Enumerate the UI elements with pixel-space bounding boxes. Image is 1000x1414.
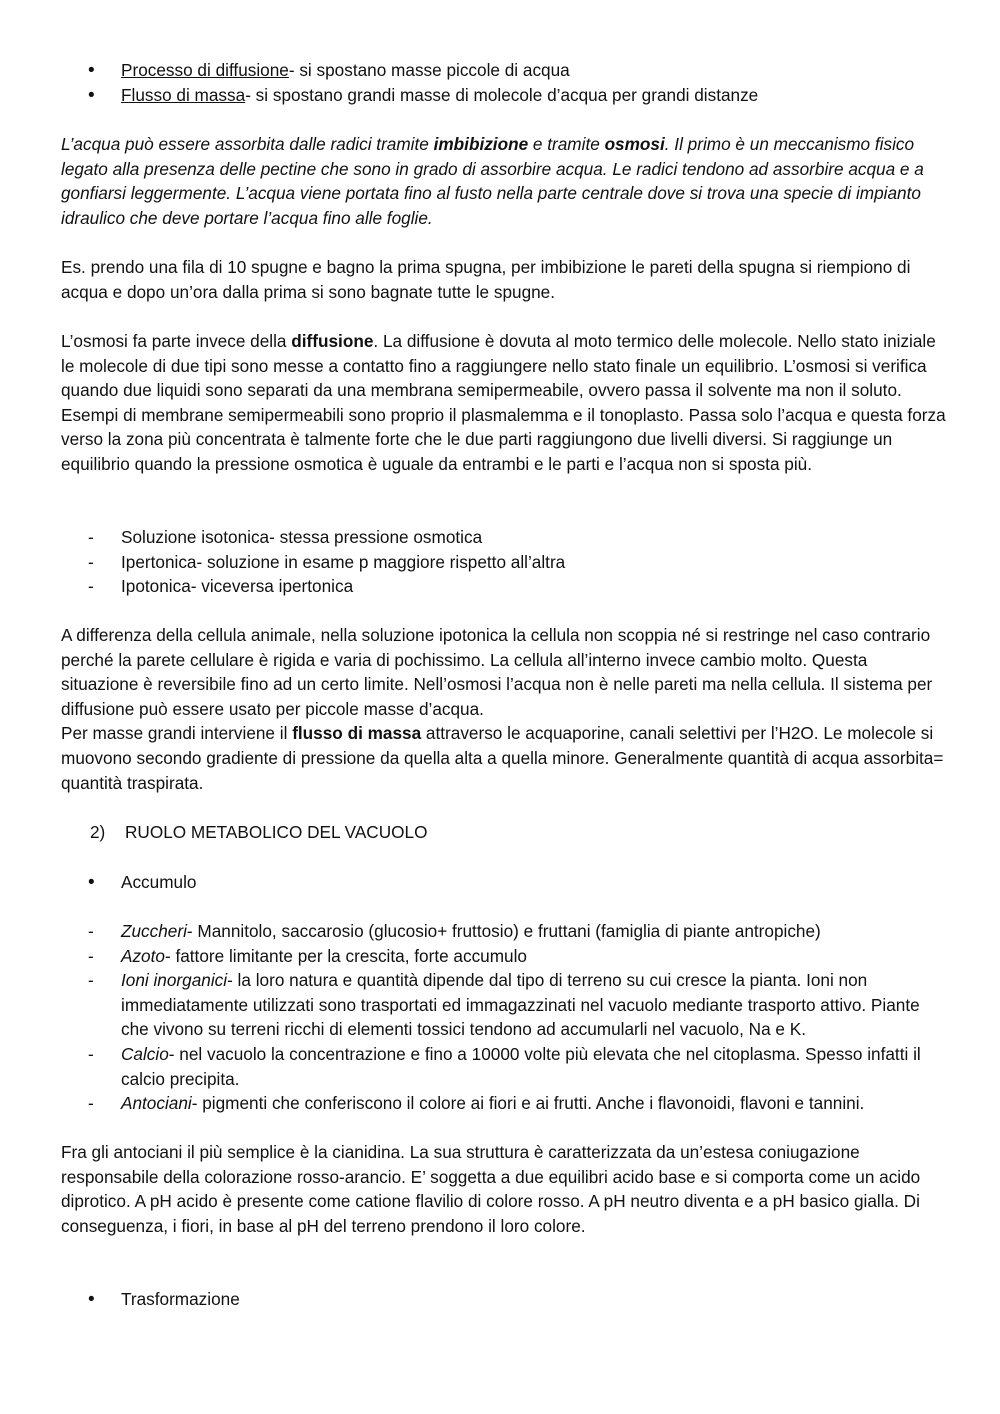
list-item: - Ipotonica- viceversa ipertonica bbox=[61, 574, 946, 599]
solution-types-list bbox=[61, 525, 946, 599]
list-item: - Antociani- pigmenti che conferiscono il colore ai fiori e ai frutti. Anche i flavonoidi, flavoni e tannini. bbox=[61, 1091, 946, 1116]
list-item: - Soluzione isotonica- stessa pressione osmotica bbox=[61, 525, 946, 550]
list-item: - Calcio- nel vacuolo la concentrazione e fino a 10000 volte più elevata che nel citoplasma. Spesso infatti il calcio precipita. bbox=[88, 1043, 921, 1089]
paragraph-antociani: Fra gli antociani il più semplice è la cianidina. La sua struttura è caratterizzata da un’estesa coniugazione responsabile della colorazione rosso-arancio. E’ soggetta a due equilibri acido base e si comporta come un acido diprotico. A pH acido è presente come catione flavilio di colore rosso. A pH neutro diventa e a pH basico gialla. Di conseguenza, i fiori, in base al pH del terreno prendono il loro colore. bbox=[61, 1142, 921, 1236]
list-item: • Processo di diffusione- si spostano masse piccole di acqua bbox=[61, 58, 946, 83]
dash-marker: - bbox=[88, 970, 94, 991]
list-item: - Zuccheri- Mannitolo, saccarosio (glucosio+ fruttosio) e fruttani (famiglia di piante antropiche) bbox=[61, 919, 946, 944]
list-item: - Ioni inorganici- la loro natura e quantità dipende dal tipo di terreno su cui cresce la pianta. Ioni non immediatamente utilizzati sono trasportati ed immagazzinati nel vacuolo mediante trasporto attivo. Piante che vivono su terreni ricchi di elementi tossici tendono ad accumularli nel vacuolo, Na e K. bbox=[88, 970, 920, 1040]
accumulo-items-list bbox=[61, 919, 946, 1116]
paragraph-imbibizione: L’acqua può essere assorbita dalle radici tramite imbibizione e tramite osmosi. Il primo è un meccanismo fisico legato alla presenza delle pectine che sono in grado di assorbire acqua. Le radici tendono ad assorbire acqua e a gonfiarsi leggermente. L’acqua viene portata fino al fusto nella parte centrale dove si trova una specie di impianto idraulico che deve portare l’acqua fino alle foglie. bbox=[61, 134, 924, 228]
bullet-icon bbox=[88, 870, 95, 896]
dash-marker: - bbox=[88, 1043, 94, 1064]
list-item: • Trasformazione bbox=[61, 1287, 946, 1312]
dash-marker: - bbox=[88, 921, 94, 941]
dash-marker: - bbox=[88, 945, 94, 966]
dash-marker: - bbox=[88, 1093, 94, 1114]
bullet-icon bbox=[88, 83, 95, 109]
bullet-icon bbox=[88, 1287, 95, 1313]
dash-marker: - bbox=[88, 551, 94, 572]
document-page: • Processo di diffusione- si spostano masse piccole di acqua • Flusso di massa- si spostano grandi masse di molecole d’acqua per grandi distanze L’acqua può essere assorbita dalle radici tramite imbibizione e tramite osmosi. Il primo è un meccanismo fisico legato alla presenza delle pectine che sono in grado di assorbire acqua. Le radici tendono ad assorbire acqua e a gonfiarsi leggermente. L’acqua viene portata fino al fusto nella parte centrale dove si trova una specie di impianto idraulico che deve portare l’acqua fino alle foglie. Es. prendo una fila di 10 spugne e bagno la prima spugna, per imbibizione le pareti della spugna si riempiono di acqua e dopo un’ora dalla prima si sono bagnate tutte le spugne. L’osmosi fa parte invece della diffusione. La diffusione è dovuta al moto termico delle molecole. Nello stato iniziale le molecole di due tipi sono messe a contatto fino a raggiungere nello stato finale un equilibrio. L’osmosi si verifica quando due liquidi sono separati da una membrana semipermeabile, ovvero passa il solvente ma non il soluto. Esempi di membrane semipermeabili sono proprio il plasmalemma e il tonoplasto. Passa solo l’acqua e questa forza verso la zona più concentrata è talmente forte che le due parti raggiungono due livelli diversi. Si raggiunge un equilibrio quando la pressione osmotica è uguale da entrambi e le parti e l’acqua non si sposta più. - Soluzione isotonica- stessa pressione osmotica - Ipertonica- soluzione in esame p maggiore rispetto all’altra - Ipotonica- viceversa ipertonica A differenza della cellula animale, nella soluzione ipotonica la cellula non scoppia né si restringe nel caso contrario perché la parete cellulare è rigida e varia di pochissimo. La cellula all’interno invece cambio molto. Questa situazione è reversibile fino ad un certo limite. Nell’osmosi l’acqua non è nelle pareti ma nella cellula. Il sistema per diffusione può essere usato per piccole masse d’acqua. Per masse grandi interviene il flusso di massa attraverso le acquaporine, canali selettivi per l’H2O. Le molecole si muovono secondo gradiente di pressione da quella alta a quella minore. Generalmente quantità di acqua assorbita= quantità traspirata. 2) RUOLO METABOLICO DEL VACUOLO • Accumulo - Zuccheri- Mannitolo, saccarosio (glucosio+ fruttosio) e fruttani (famiglia di piante antropiche) - Azoto- fattore limitante per la crescita, forte accumulo - Ioni inorganici- la loro natura e quantità dipende dal tipo di terreno su cui cresce la pianta. Ioni non immediatamente utilizzati sono trasportati ed immagazzinati nel vacuolo mediante trasporto attivo. Piante che vivono su terreni ricchi di elementi tossici tendono ad accumularli nel vacuolo, Na e K. - Calcio- nel vacuolo la concentrazione e fino a 10000 volte più elevata che nel citoplasma. Spesso infatti il calcio precipita. - Antociani- pigmenti che conferiscono il colore ai fiori e ai frutti. Anche i flavonoidi, flavoni e tannini. Fra gli antociani il più semplice è la cianidina. La sua struttura è caratterizzata da un’estesa coniugazione responsabile della colorazione rosso-arancio. E’ soggetta a due equilibri acido base e si comporta come un acido diprotico. A pH acido è presente come catione flavilio di colore rosso. A pH neutro diventa e a pH basico gialla. Di conseguenza, i fiori, in base al pH del terreno prendono il loro colore. • Trasformazione bbox=[0, 0, 1000, 1414]
list-item: - Ipertonica- soluzione in esame p maggiore rispetto all’altra bbox=[61, 550, 946, 575]
diffusion-list bbox=[61, 58, 946, 107]
paragraph-esempio: Es. prendo una fila di 10 spugne e bagno la prima spugna, per imbibizione le pareti della spugna si riempiono di acqua e dopo un’ora dalla prima si sono bagnate tutte le spugne. bbox=[61, 257, 911, 302]
list-item: • Flusso di massa- si spostano grandi masse di molecole d’acqua per grandi distanze bbox=[61, 83, 946, 108]
bullet-icon bbox=[88, 58, 95, 84]
trasformazione-list bbox=[61, 1287, 946, 1312]
paragraph-cellula-flusso: A differenza della cellula animale, nella soluzione ipotonica la cellula non scoppia né si restringe nel caso contrario perché la parete cellulare è rigida e varia di pochissimo. La cellula all’interno invece cambio molto. Questa situazione è reversibile fino ad un certo limite. Nell’osmosi l’acqua non è nelle pareti ma nella cellula. Il sistema per diffusione può essere usato per piccole masse d’acqua. Per masse grandi interviene il flusso di massa attraverso le acquaporine, canali selettivi per l’H2O. Le molecole si muovono secondo gradiente di pressione da quella alta a quella minore. Generalmente quantità di acqua assorbita= quantità traspirata. bbox=[61, 625, 944, 793]
list-item: - Azoto- fattore limitante per la crescita, forte accumulo bbox=[61, 944, 946, 969]
list-item: • Accumulo bbox=[61, 870, 946, 895]
dash-marker: - bbox=[88, 576, 94, 597]
dash-marker: - bbox=[88, 527, 94, 547]
accumulo-list bbox=[61, 870, 946, 895]
paragraph-osmosi: L’osmosi fa parte invece della diffusione. La diffusione è dovuta al moto termico delle molecole. Nello stato iniziale le molecole di due tipi sono messe a contatto fino a raggiungere nello stato finale un equilibrio. L’osmosi si verifica quando due liquidi sono separati da una membrana semipermeabile, ovvero passa il solvente ma non il soluto. Esempi di membrane semipermeabili sono proprio il plasmalemma e il tonoplasto. Passa solo l’acqua e questa forza verso la zona più concentrata è talmente forte che le due parti raggiungono due livelli diversi. Si raggiunge un equilibrio quando la pressione osmotica è uguale da entrambi e le parti e l’acqua non si sposta più. bbox=[61, 331, 946, 474]
